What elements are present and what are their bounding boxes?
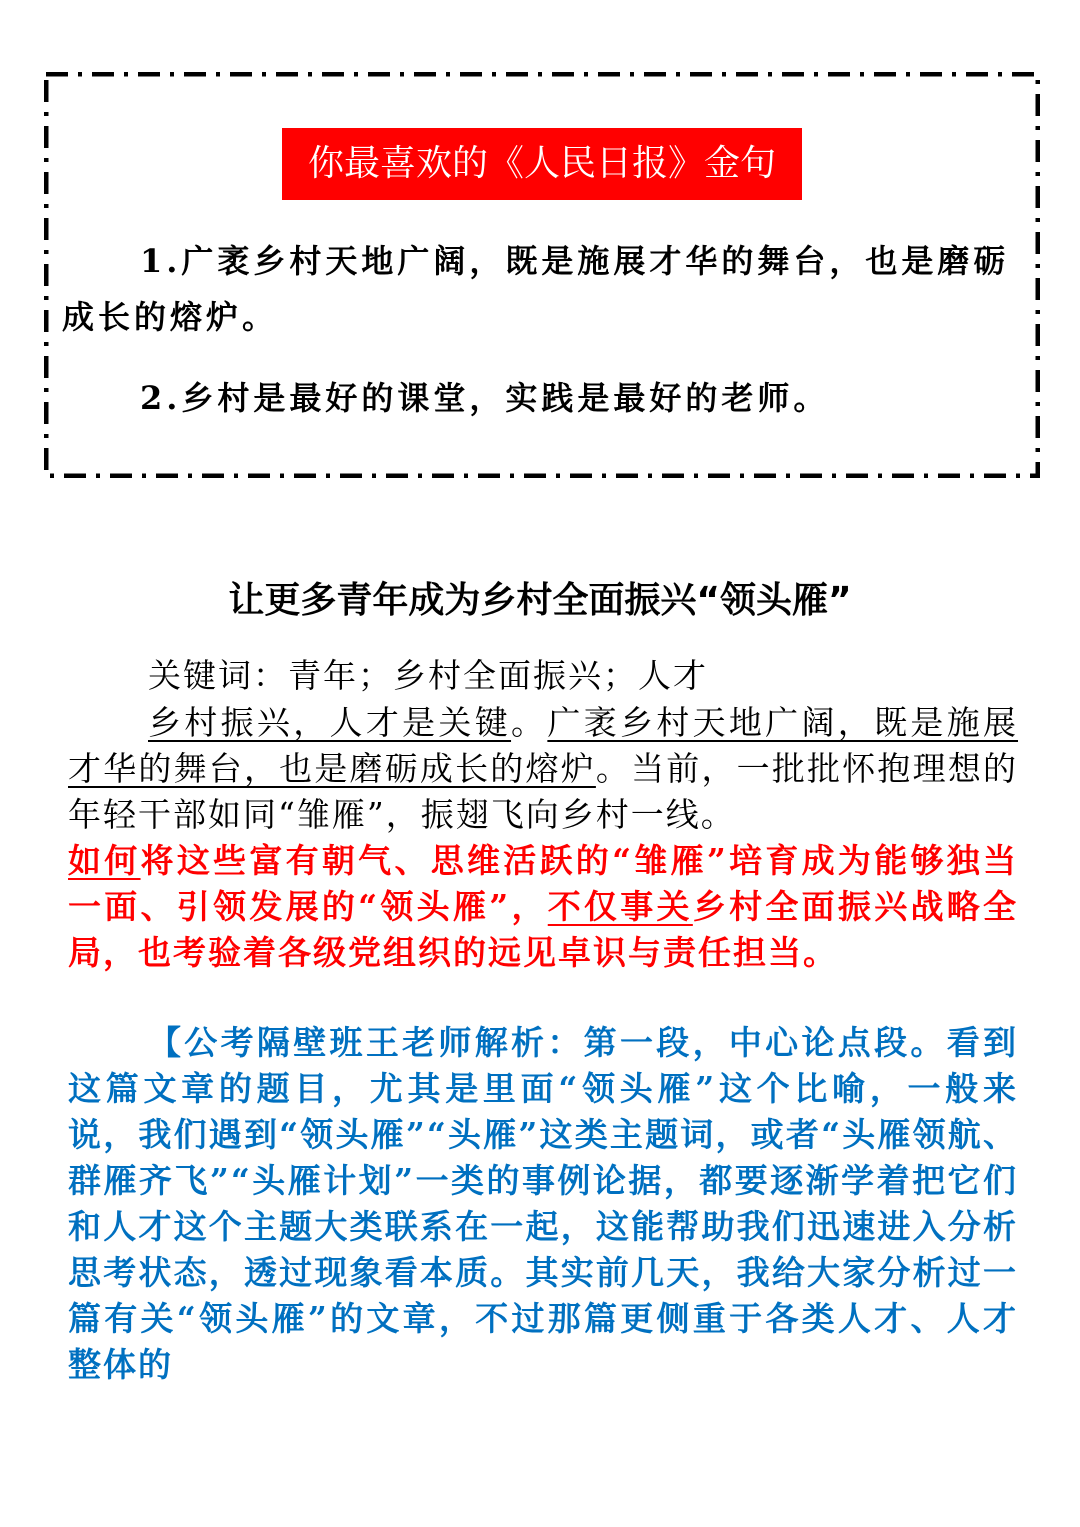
keywords-line: 关键词：青年；乡村全面振兴；人才 <box>148 656 708 695</box>
separator: 。 <box>511 703 548 742</box>
underlined-phrase: 广袤乡村天地广阔，既是施展才华的舞台，也是磨砺成长的熔炉 <box>68 703 1019 788</box>
paragraph-1 <box>68 700 1018 976</box>
underlined-phrase: 不仅事关 <box>547 887 693 926</box>
quote-header: 你最喜欢的《人民日报》金句 <box>282 128 802 200</box>
highlighted-phrase: 乡村全面振兴战略全局，也考验着各级党组织的远见卓识与责任担当。 <box>68 887 1019 972</box>
article-title: 让更多青年成为乡村全面振兴“领头雁” <box>228 580 852 621</box>
underlined-phrase: 乡村振兴，人才是关键 <box>148 703 512 742</box>
quote-1: 1.广袤乡村天地广阔，既是施展才华的舞台，也是磨砺成长的熔炉。 <box>62 242 1010 336</box>
highlighted-text <box>68 841 1018 972</box>
paragraph-text: 。当前，一批批怀抱理想的年轻干部如同“雏雁”，振翅飞向乡村一线。 <box>68 749 1019 834</box>
highlighted-phrase: 将这些富有朝气、思维活跃的“雏雁”培育成为能够独当一面、引领发展的“领头雁”， <box>68 841 1019 926</box>
quote-2: 2.乡村是最好的课堂，实践是最好的老师。 <box>140 379 830 417</box>
underlined-phrase: 如何 <box>68 841 141 880</box>
analysis-paragraph: 【公考隔壁班王老师解析：第一段，中心论点段。看到这篇文章的题目，尤其是里面“领头雁”这个比喻，一般来说，我们遇到“领头雁”“头雁”这类主题词，或者“头雁领航、群雁齐飞”“头雁计划”一类的事例论据，都要逐渐学着把它们和人才这个主题大类联系在一起，这能帮助我们迅速进入分析思考状态，透过现象看本质。其实前几天，我给大家分析过一篇有关“领头雁”的文章，不过那篇更侧重于各类人才、人才整体的 <box>68 1023 1018 1384</box>
